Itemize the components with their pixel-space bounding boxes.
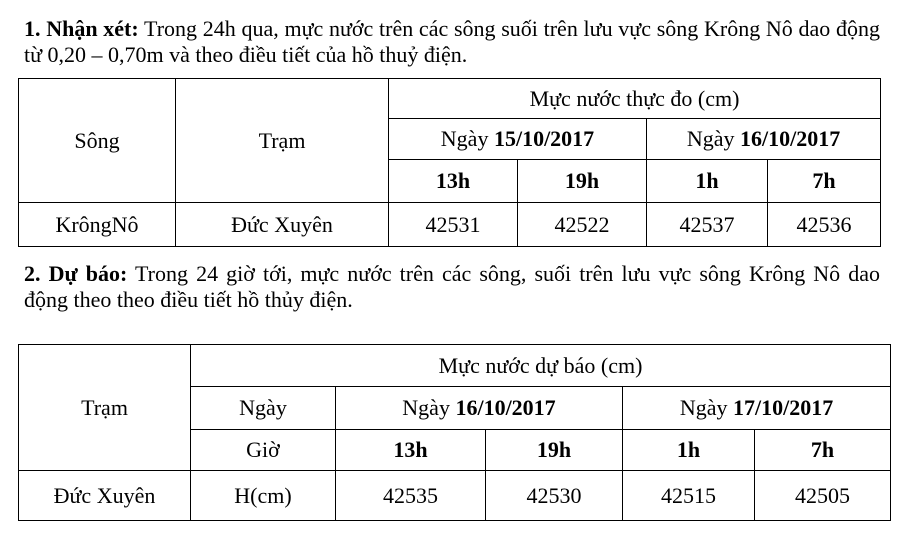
header-hour: 7h [755,430,891,471]
unit-label: H(cm) [191,471,336,521]
header-day-2: Ngày 16/10/2017 [647,119,881,160]
section-forecast [24,261,880,313]
header-river: Sông [19,79,176,203]
station-name: Đức Xuyên [19,471,191,521]
level-value: 42531 [389,203,518,247]
header-day-1: Ngày 16/10/2017 [336,387,623,430]
section-observation [24,16,880,68]
header-day-1: Ngày 15/10/2017 [389,119,647,160]
observed-water-level-table [18,78,881,247]
level-value: 42535 [336,471,486,521]
observation-text: Trong 24h qua, mực nước trên các sông suối trên lưu vực sông Krông Nô dao động từ 0,20 – 0,70m và theo điều tiết của hồ thuỷ điện. [24,16,881,67]
station-name: Đức Xuyên [176,203,389,247]
header-station: Trạm [176,79,389,203]
header-hour: 13h [389,160,518,203]
header-hour: 19h [486,430,623,471]
header-hour: 1h [623,430,755,471]
header-hour: 13h [336,430,486,471]
header-station: Trạm [19,345,191,471]
header-observed-level: Mực nước thực đo (cm) [389,79,881,119]
header-day-2: Ngày 17/10/2017 [623,387,891,430]
level-value: 42530 [486,471,623,521]
header-day-label: Ngày [191,387,336,430]
river-name: KrôngNô [19,203,176,247]
observation-heading: 1. Nhận xét: [24,16,139,41]
table-row [19,203,881,247]
header-hour-label: Giờ [191,430,336,471]
level-value: 42537 [647,203,768,247]
forecast-water-level-table [18,344,891,521]
level-value: 42505 [755,471,891,521]
table-row [19,471,891,521]
level-value: 42522 [518,203,647,247]
level-value: 42536 [768,203,881,247]
level-value: 42515 [623,471,755,521]
header-hour: 19h [518,160,647,203]
forecast-text: Trong 24 giờ tới, mực nước trên các sông, suối trên lưu vực sông Krông Nô dao động theo theo điều tiết hồ thủy điện. [24,261,881,312]
header-hour: 7h [768,160,881,203]
forecast-heading: 2. Dự báo: [24,261,128,286]
header-hour: 1h [647,160,768,203]
header-forecast-level: Mực nước dự báo (cm) [191,345,891,387]
